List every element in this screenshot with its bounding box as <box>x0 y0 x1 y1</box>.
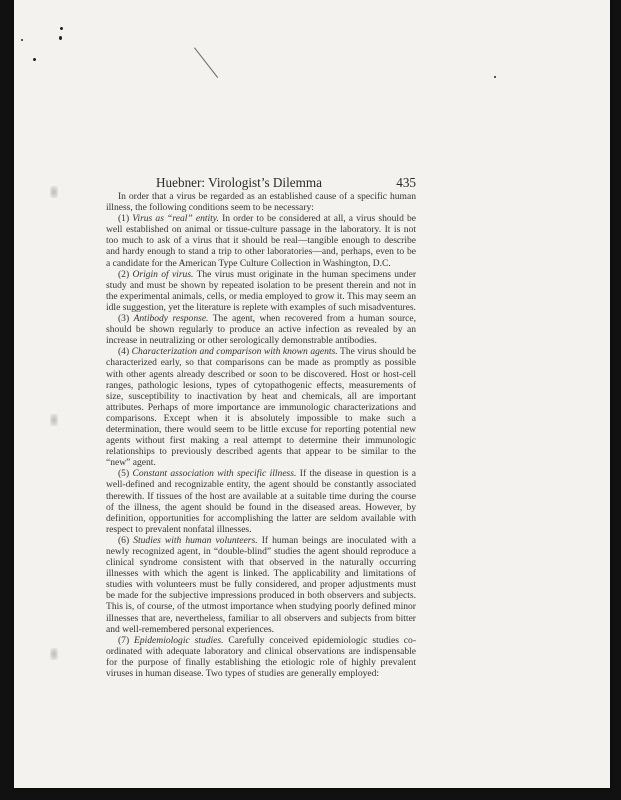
page-number: 435 <box>396 175 416 190</box>
criterion-heading: Antibody response. <box>133 313 209 325</box>
criterion-number: (7) <box>118 634 130 646</box>
body-text <box>106 191 416 679</box>
criterion-paragraph <box>106 635 416 679</box>
criterion-body: The virus must originate in the human specimens under study and must be shown by repeated isolation to be present therein and not in the experimental animals, cells, or media employed to grow it. This may seem an idle suggestion, yet the literature is replete with examples of such misadventures. <box>106 268 417 313</box>
criterion-number: (6) <box>118 534 130 546</box>
criterion-body: The virus should be characterized early, so that comparisons can be made as promptly as possible with other agents already described or soon to be discovered. Host or host-cell ranges, pathologic lesions, types of cytopathogenic effects, measurements of size, susceptibility to inactivation by heat and chemicals, all are important attributes. Perhaps of more importance are immunologic characterizations and comparisons. Except when it is absolutely impossible to make such a determination, there would seem to be little excuse for reporting potential new agents without first making a real attempt to determine their immunologic relationships to previously described agents that appear to be similar to the “new” agent. <box>106 346 416 469</box>
criterion-number: (1) <box>118 213 130 225</box>
criterion-body: The agent, when recovered from a human source, should be shown regularly to produce an active infection as revealed by an increase in neutralizing or other serologically demonstrable antibodies. <box>106 313 417 347</box>
criterion-paragraph <box>106 313 416 346</box>
intro-paragraph: In order that a virus be regarded as an established cause of a specific human illness, the following conditions seem to be necessary: <box>106 191 416 214</box>
dust-speck <box>494 76 496 78</box>
dust-speck <box>59 36 62 40</box>
header-title: Huebner: Virologist’s Dilemma <box>156 175 322 190</box>
criterion-number: (4) <box>118 346 130 358</box>
margin-smudge <box>50 648 58 660</box>
criterion-paragraph <box>106 213 416 268</box>
criterion-number: (3) <box>118 313 130 325</box>
dust-speck <box>21 39 23 41</box>
margin-smudge <box>50 186 58 198</box>
criterion-paragraph <box>106 468 416 535</box>
criterion-paragraph <box>106 346 416 468</box>
document-page <box>14 0 610 788</box>
criterion-number: (2) <box>118 268 130 280</box>
criterion-body: Carefully conceived epidemiologic studies co-ordinated with adequate laboratory and clinical observations are indispensable for the purpose of finally establishing the etiologic role of highly prevalent viruses in human disease. Two types of studies are generally employed: <box>106 634 416 680</box>
criterion-paragraph <box>106 535 416 635</box>
criterion-heading: Characterization and comparison with known agents. <box>131 346 338 358</box>
running-header <box>156 175 416 191</box>
criterion-body: If human beings are inoculated with a newly recognized agent, in “double-blind” studies the agent should reproduce a clinical syndrome consistent with that observed in the naturally occurring illnesses with which the agent is linked. The applicability and limitations of studies with volunteers must be fully considered, and proper adjustments must be made for the subjective impressions produced in both observers and subjects. This is, of course, of the utmost importance when studying poorly defined minor illnesses that are, nevertheless, familiar to all observers and subjects from bitter and well-remembered personal experiences. <box>106 534 417 635</box>
criterion-heading: Constant association with specific illness. <box>132 468 297 480</box>
criterion-heading: Epidemiologic studies. <box>134 634 224 646</box>
criterion-body: If the disease in question is a well-defined and recognizable entity, the agent should be constantly associated therewith. If tissues of the host are available at a suitable time during the course of the illness, the agent should be found in the diseased areas. However, by definition, opportunities for accomplishing the latter are seldom available with respect to prevalent nonfatal illnesses. <box>106 468 416 535</box>
margin-smudge <box>50 414 58 426</box>
criterion-number: (5) <box>118 468 130 480</box>
criterion-heading: Origin of virus. <box>132 268 194 280</box>
criterion-body: In order to be considered at all, a virus should be well established on animal or tissue-culture passage in the laboratory. It is not too much to ask of a virus that it should be real—tangible enough to describe and hardy enough to stand a trip to other laboratories—and, perhaps, even to be a candidate for the American Type Culture Collection in Washington, D.C. <box>106 213 417 269</box>
scan-scratch <box>194 47 218 78</box>
dust-speck <box>33 58 36 61</box>
dust-speck <box>60 27 63 30</box>
criterion-heading: Studies with human volunteers. <box>133 534 258 546</box>
criterion-heading: Virus as “real” entity. <box>132 213 219 225</box>
criterion-paragraph <box>106 269 416 313</box>
